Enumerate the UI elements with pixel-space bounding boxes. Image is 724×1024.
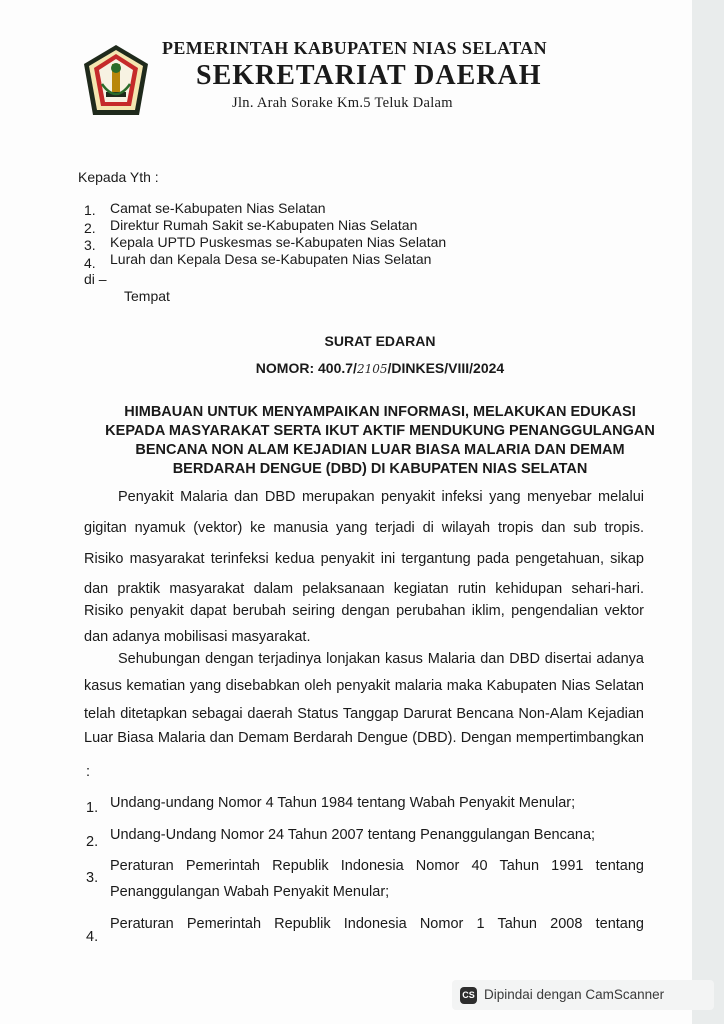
reference-item: Peraturan Pemerintah Republik Indonesia Nomor 40 Tahun 1991 tentang (110, 858, 644, 874)
camscanner-logo-icon: CS (460, 987, 477, 1004)
reference-number: 2. (86, 834, 99, 850)
letterhead-government-name: PEMERINTAH KABUPATEN NIAS SELATAN (162, 38, 548, 58)
circular-title: SURAT EDARAN (324, 333, 436, 349)
reference-number: 4. (86, 929, 99, 945)
salutation: Kepada Yth : (78, 169, 159, 185)
paragraph-colon: : (86, 764, 91, 780)
reference-item: Peraturan Pemerintah Republik Indonesia Nomor 1 Tahun 2008 tentang (110, 916, 644, 932)
recipient-place: Tempat (124, 288, 170, 304)
nias-selatan-emblem-icon (82, 44, 150, 118)
circular-number-suffix: /DINKES/VIII/2024 (387, 360, 505, 376)
reference-number: 1. (86, 800, 99, 816)
recipient-item: Kepala UPTD Puskesmas se-Kabupaten Nias Selatan (110, 234, 447, 250)
recipient-number: 4. (84, 255, 96, 271)
paragraph-line: dan praktik masyarakat dalam pelaksanaan kegiatan rutin kehidupan sehari-hari. (84, 581, 644, 597)
circular-subject (60, 403, 700, 479)
scan-background-edge (692, 0, 724, 1024)
recipient-item: Direktur Rumah Sakit se-Kabupaten Nias Selatan (110, 217, 418, 233)
reference-item-continuation: Penanggulangan Wabah Penyakit Menular; (110, 884, 390, 900)
letterhead-address: Jln. Arah Sorake Km.5 Teluk Dalam (232, 95, 453, 111)
circular-number-handwritten: 2105 (356, 362, 388, 376)
recipient-number: 2. (84, 220, 96, 236)
subject-line: HIMBAUAN UNTUK MENYAMPAIKAN INFORMASI, MELAKUKAN EDUKASI (124, 404, 636, 420)
letterhead-office-name: SEKRETARIAT DAERAH (196, 60, 542, 91)
circular-number-prefix: NOMOR: 400.7/ (255, 360, 357, 376)
paragraph-line: gigitan nyamuk (vektor) ke manusia yang terjadi di wilayah tropis dan sub tropis. (84, 520, 644, 536)
camscanner-watermark-text: Dipindai dengan CamScanner (484, 987, 665, 1002)
subject-line: BENCANA NON ALAM KEJADIAN LUAR BIASA MALARIA DAN DEMAM (135, 442, 625, 458)
circular-number (60, 360, 700, 376)
reference-number: 3. (86, 870, 99, 886)
paragraph-line: dan adanya mobilisasi masyarakat. (84, 629, 311, 645)
subject-line: KEPADA MASYARAKAT SERTA IKUT AKTIF MENDUKUNG PENANGGULANGAN (105, 423, 655, 439)
paragraph-line: Risiko masyarakat terinfeksi kedua penyakit ini tergantung pada pengetahuan, sikap (84, 551, 644, 567)
paragraph-line: Sehubungan dengan terjadinya lonjakan kasus Malaria dan DBD disertai adanya (118, 651, 644, 667)
paragraph-line: Penyakit Malaria dan DBD merupakan penyakit infeksi yang menyebar melalui (118, 489, 644, 505)
recipient-number: 3. (84, 237, 96, 253)
recipient-item: Lurah dan Kepala Desa se-Kabupaten Nias Selatan (110, 251, 432, 267)
paragraph-line: Risiko penyakit dapat berubah seiring dengan perubahan iklim, pengendalian vektor (84, 603, 644, 619)
reference-item: Undang-undang Nomor 4 Tahun 1984 tentang Wabah Penyakit Menular; (110, 795, 576, 811)
recipient-di: di – (84, 271, 107, 287)
recipient-item: Camat se-Kabupaten Nias Selatan (110, 200, 326, 216)
paragraph-line: telah ditetapkan sebagai daerah Status Tanggap Darurat Bencana Non-Alam Kejadian (84, 706, 644, 722)
subject-line: BERDARAH DENGUE (DBD) DI KABUPATEN NIAS SELATAN (172, 461, 588, 477)
recipient-number: 1. (84, 202, 96, 218)
paragraph-line: kasus kematian yang disebabkan oleh penyakit malaria maka Kabupaten Nias Selatan (84, 678, 644, 694)
reference-item: Undang-Undang Nomor 24 Tahun 2007 tentang Penanggulangan Bencana; (110, 827, 596, 843)
paragraph-line: Luar Biasa Malaria dan Demam Berdarah Dengue (DBD). Dengan mempertimbangkan (84, 730, 644, 746)
